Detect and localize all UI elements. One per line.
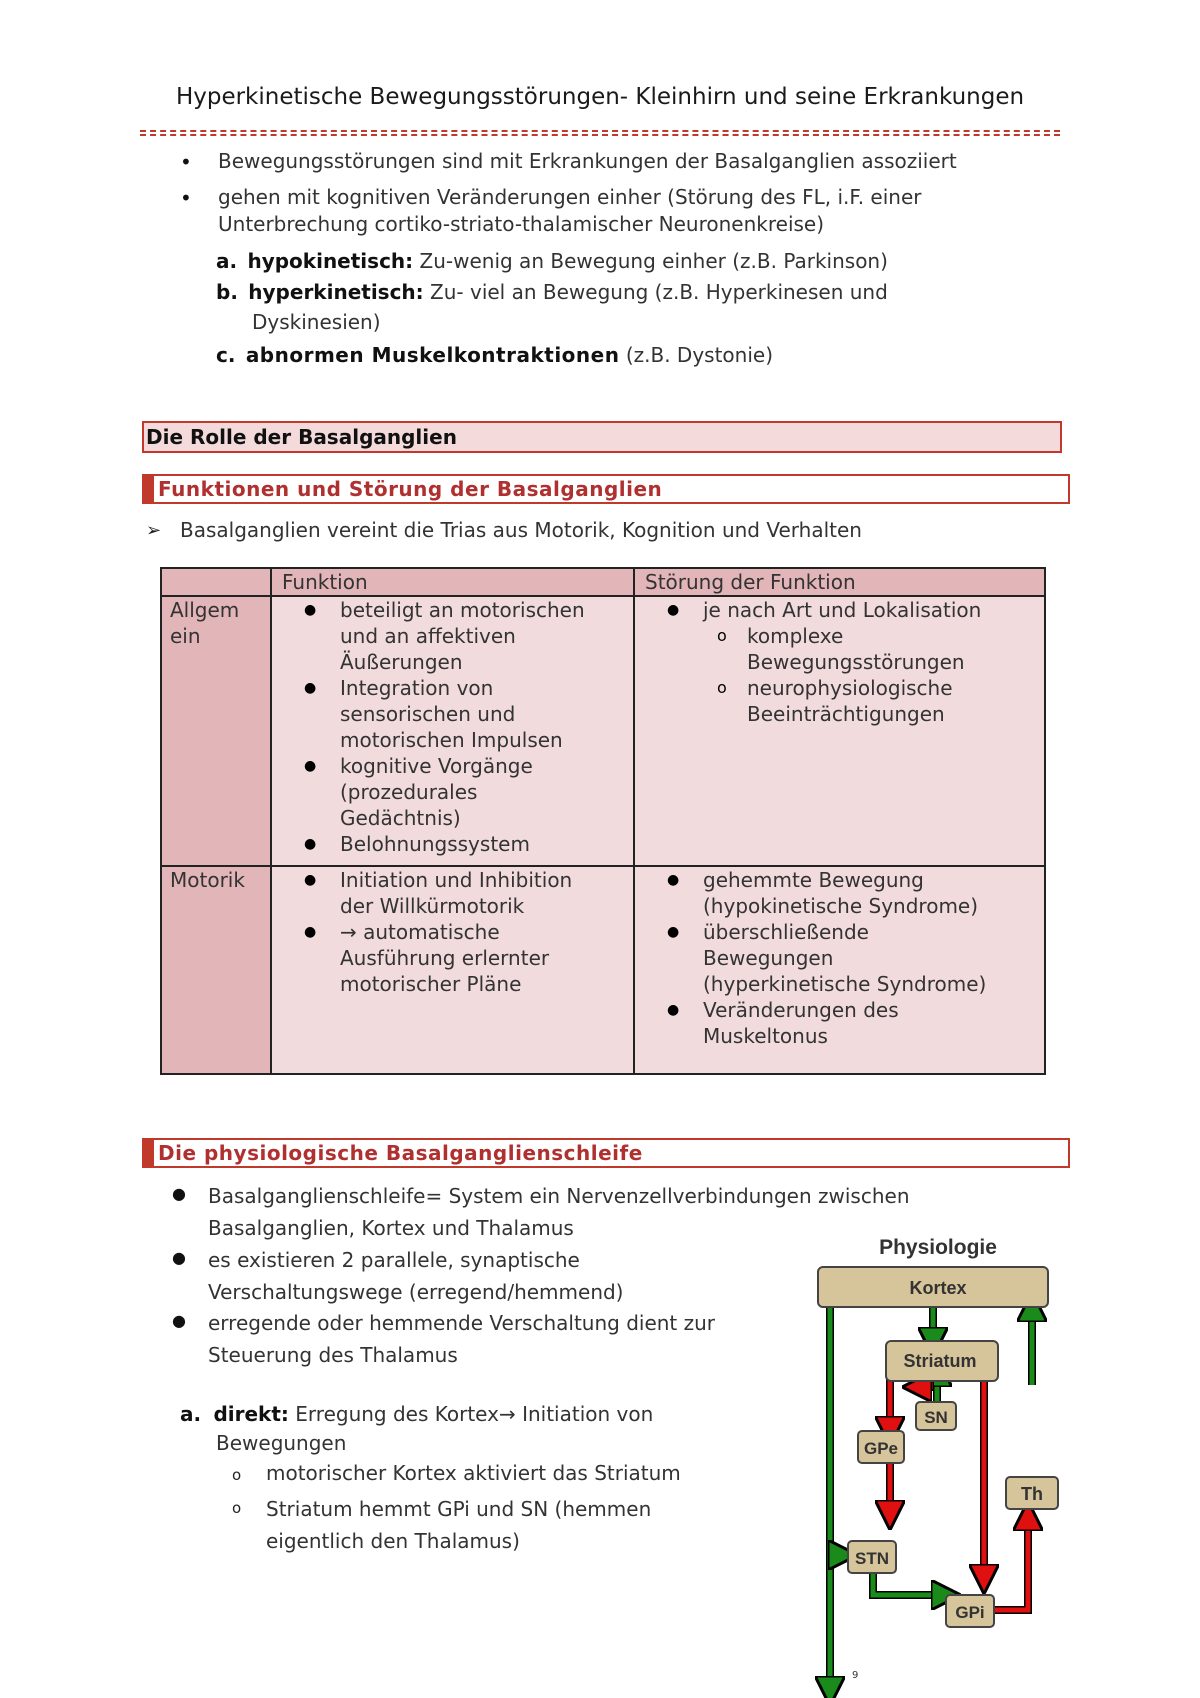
table-header-empty: [161, 568, 271, 596]
section-heading-funktionen: Funktionen und Störung der Basalganglien: [142, 474, 1070, 504]
bullet-icon: ●: [172, 1248, 186, 1267]
bullet-icon: ●: [172, 1311, 186, 1330]
arrow-bullet-icon: ➢: [146, 520, 162, 541]
item-text: Zu-wenig an Bewegung einher (z.B. Parkinson): [419, 249, 888, 273]
cell-allgemein-funktion: [271, 596, 634, 866]
section-heading-schleife: Die physiologische Basalganglienschleife: [142, 1138, 1070, 1168]
cell-allgemein-stoerung: [634, 596, 1045, 866]
list-item: ● Initiation und Inhibition der Willkürmotorik: [340, 867, 625, 919]
list-item: ● kognitive Vorgänge (prozedurales Gedächtnis): [340, 753, 625, 831]
page-title: Hyperkinetische Bewegungsstörungen- Kleinhirn und seine Erkrankungen: [175, 84, 1025, 110]
intro-item-a: [216, 248, 888, 275]
bullet-icon: •: [180, 186, 192, 210]
trias-text: Basalganglien vereint die Trias aus Motorik, Kognition und Verhalten: [180, 518, 862, 542]
intro-item-b: [216, 279, 888, 306]
item-letter: b.: [216, 280, 238, 304]
list-item: ● überschließende Bewegungen (hyperkinetische Syndrome): [703, 919, 1036, 997]
row-head-allgemein: Allgem ein: [161, 596, 271, 866]
label-gpe: GPe: [863, 1439, 899, 1458]
cell-motorik-funktion: [271, 866, 634, 1074]
label-striatum: Striatum: [903, 1351, 977, 1371]
sub-list-item: o neurophysiologische Beeinträchtigungen: [747, 675, 1036, 727]
label-kortex: Kortex: [909, 1278, 967, 1298]
table-header-stoerung: Störung der Funktion: [634, 568, 1045, 596]
item-letter: c.: [216, 343, 236, 367]
bullet-icon: •: [180, 150, 192, 174]
table-header-funktion: Funktion: [271, 568, 634, 596]
item-letter: a.: [216, 249, 238, 273]
direct-sub-1: motorischer Kortex aktiviert das Striatum: [266, 1461, 681, 1485]
diagram-title: Physiologie: [879, 1236, 997, 1259]
direct-pathway: a. direkt: Erregung des Kortex→ Initiation von: [180, 1402, 654, 1426]
item-term: abnormen Muskelkontraktionen: [245, 343, 620, 367]
intro-bullet-1: Bewegungsstörungen sind mit Erkrankungen der Basalganglien assoziiert: [218, 149, 957, 173]
sub-list-item: o komplexe Bewegungsstörungen: [747, 623, 1036, 675]
intro-bullet-2: gehen mit kognitiven Veränderungen einher (Störung des FL, i.F. einer: [218, 185, 922, 209]
item-term: hypokinetisch:: [247, 249, 414, 273]
label-gpi: GPi: [955, 1603, 985, 1622]
title-divider: [140, 130, 1060, 136]
loop-bullet-3: erregende oder hemmende Verschaltung dient zur Steuerung des Thalamus: [208, 1311, 716, 1367]
list-item: ● beteiligt an motorischen und an affektiven Äußerungen: [340, 597, 625, 675]
loop-bullet-1: Basalganglienschleife= System ein Nervenzellverbindungen zwischen Basalganglien, Kortex und Thalamus: [208, 1184, 910, 1240]
intro-bullet-2-cont: Unterbrechung cortiko-striato-thalamischer Neuronenkreise): [218, 212, 825, 236]
list-item: ● Veränderungen des Muskeltonus: [703, 997, 1036, 1049]
page-number: 9: [852, 1670, 859, 1681]
item-term: hyperkinetisch:: [248, 280, 424, 304]
list-item: ● Belohnungssystem: [340, 831, 625, 857]
item-text: Zu- viel an Bewegung (z.B. Hyperkinesen und: [430, 280, 888, 304]
loop-bullet-2: es existieren 2 parallele, synaptische Verschaltungswege (erregend/hemmend): [208, 1248, 624, 1304]
item-text: (z.B. Dystonie): [625, 343, 773, 367]
list-item: ● gehemmte Bewegung (hypokinetische Syndrome): [703, 867, 1036, 919]
label-th: Th: [1021, 1484, 1043, 1504]
function-table: [160, 567, 1046, 1075]
intro-item-c: [216, 342, 773, 369]
list-item: ● je nach Art und Lokalisation o komplexe Bewegungsstörungen o neurophysiologische Beeinträchtigungen: [703, 597, 1036, 727]
row-head-motorik: Motorik: [161, 866, 271, 1074]
cell-motorik-stoerung: [634, 866, 1045, 1074]
direct-pathway-cont: Bewegungen: [216, 1431, 347, 1455]
sub-bullet-icon: o: [232, 1499, 242, 1517]
label-sn: SN: [924, 1408, 948, 1427]
sub-bullet-icon: o: [232, 1466, 242, 1484]
basal-ganglia-diagram: [810, 1225, 1070, 1698]
section-heading-rolle: Die Rolle der Basalganglien: [142, 421, 1062, 453]
bullet-icon: ●: [172, 1184, 186, 1203]
list-item: ● Integration von sensorischen und motorischen Impulsen: [340, 675, 625, 753]
intro-item-b-cont: Dyskinesien): [252, 310, 381, 334]
label-stn: STN: [855, 1549, 889, 1568]
list-item: ● → automatische Ausführung erlernter motorischer Pläne: [340, 919, 625, 997]
direct-sub-2: Striatum hemmt GPi und SN (hemmen eigentlich den Thalamus): [266, 1497, 652, 1553]
